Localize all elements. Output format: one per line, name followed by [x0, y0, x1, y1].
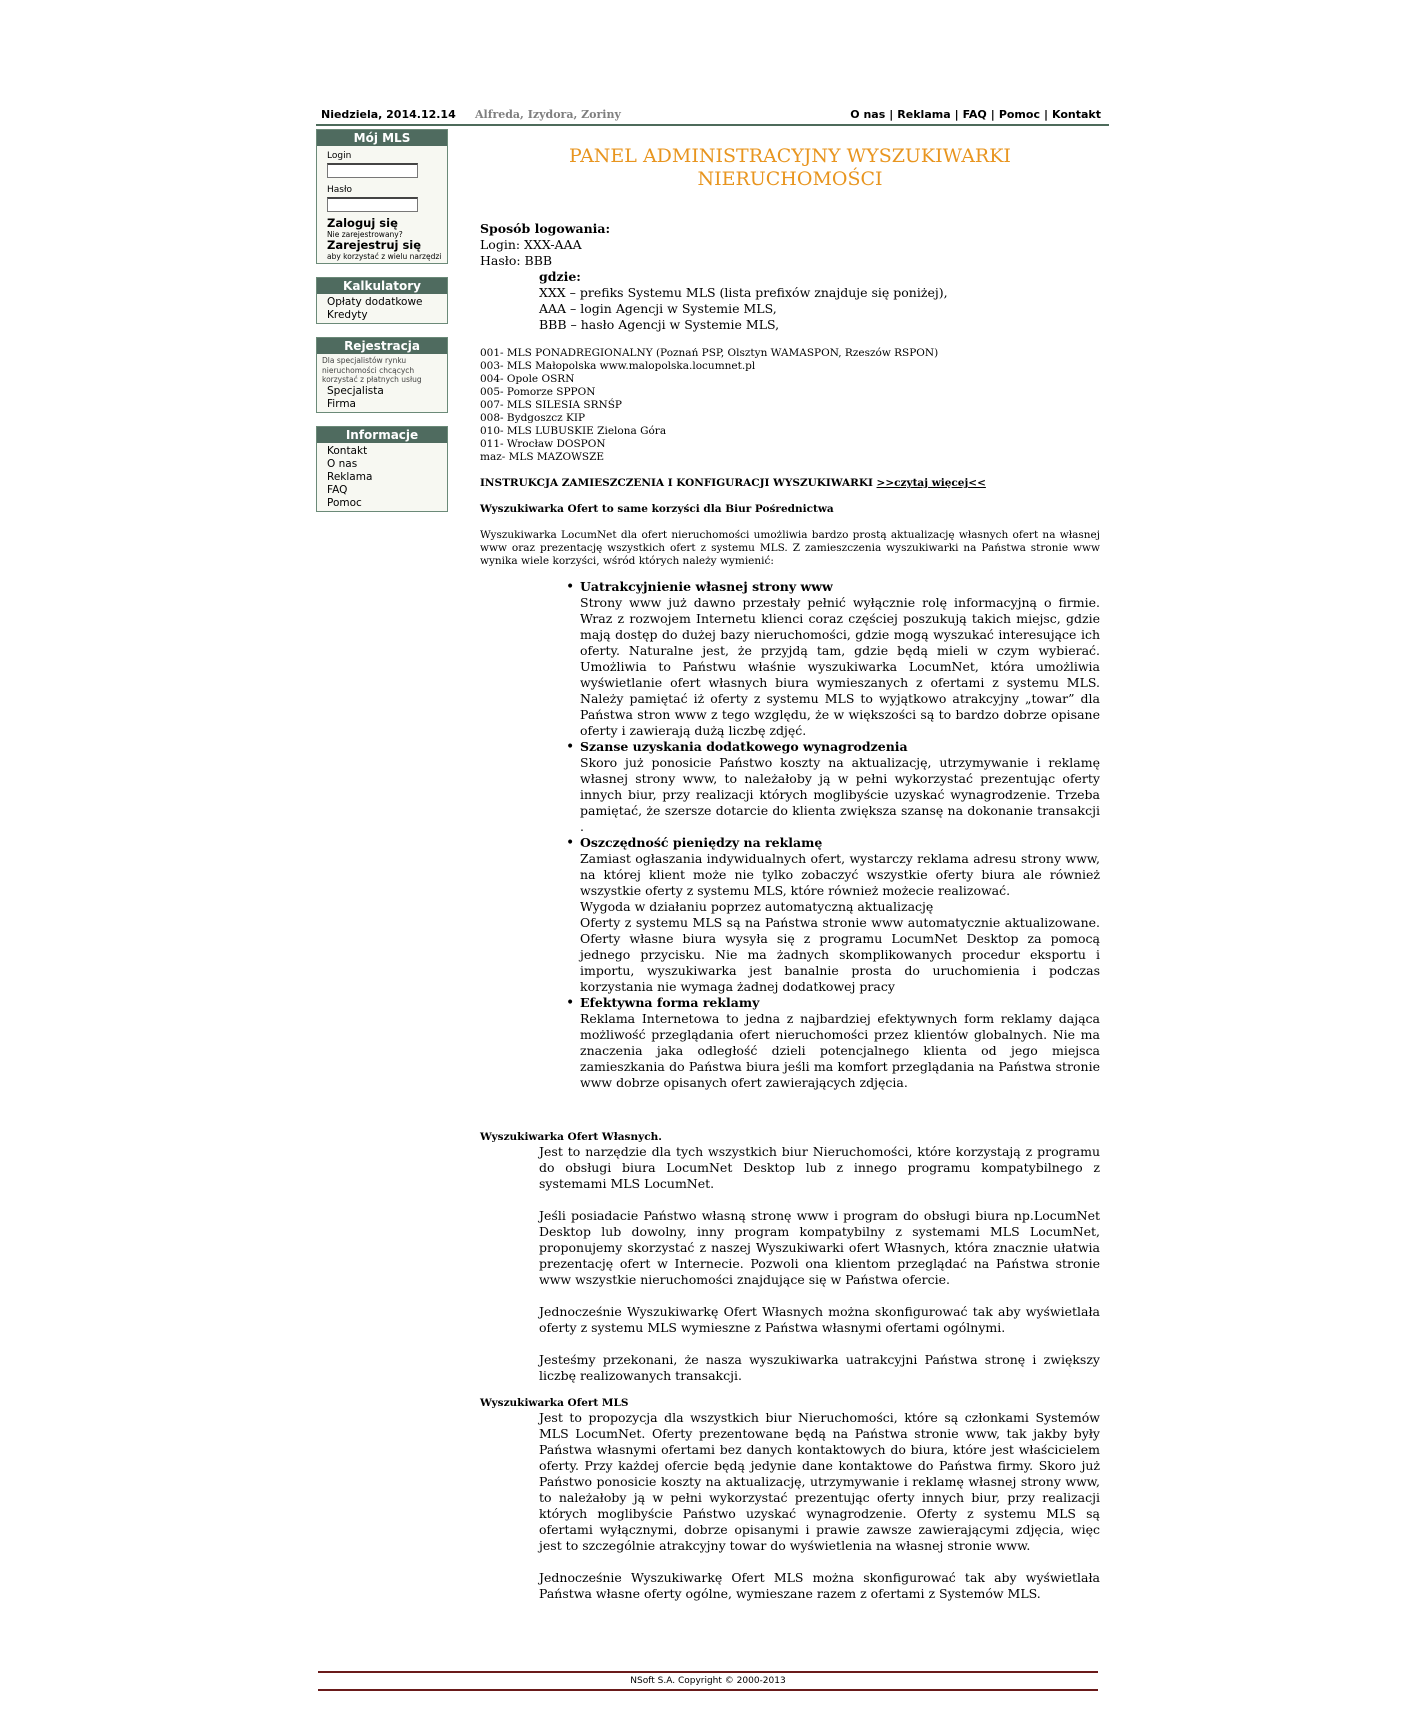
top-link-pomoc[interactable]: Pomoc: [998, 108, 1040, 121]
top-link-kontakt[interactable]: Kontakt: [1052, 108, 1101, 121]
prefix-list: [480, 347, 1100, 464]
login-heading: Sposób logowania:: [480, 221, 611, 236]
prefix-item: 001- MLS PONADREGIONALNY (Poznań PSP, Olsztyn WAMASPON, Rzeszów RSPON): [480, 347, 939, 359]
rejestracja-box: [316, 337, 448, 413]
own-offers-paragraph: Jeśli posiadacie Państwo własną stronę www i program do obsługi biura np.LocumNet Desktop lub dowolny, inny program kompatybilny z systemami MLS LocumNet, proponujemy skorzystać z naszej Wyszukiwarki ofert Własnych, która znacznie ułatwia prezentację ofert w Internecie. Pozwoli ona klientom przeglądać na Państwa stronie www wszystkie nieruchomości znajdujące się w Państwa ofercie.: [539, 1208, 1100, 1287]
benefit-title: • Uatrakcyjnienie własnej strony www: [580, 579, 833, 594]
register-note: aby korzystać z wielu narzędzi: [327, 252, 442, 261]
mls-offers-heading: Wyszukiwarka Ofert MLS: [480, 1397, 629, 1409]
sidebar-item-oplaty[interactable]: Opłaty dodatkowe: [327, 296, 423, 308]
not-registered-text: Nie zarejestrowany?: [327, 230, 403, 239]
current-date: Niedziela, 2014.12.14: [321, 108, 456, 121]
page-title: PANEL ADMINISTRACYJNY WYSZUKIWARKI NIERUCHOMOŚCI: [569, 145, 1011, 190]
benefit-title: • Oszczędność pieniędzy na reklamę: [580, 835, 823, 850]
top-nav: O nas | Reklama | FAQ | Pomoc | Kontakt: [850, 108, 1101, 121]
footer-divider-top: [318, 1671, 1098, 1673]
sidebar-item-kontakt[interactable]: Kontakt: [327, 444, 368, 457]
login-button[interactable]: Zaloguj się: [327, 216, 398, 230]
main-content: [480, 145, 1100, 1602]
benefits-heading: Wyszukiwarka Ofert to same korzyści dla Biur Pośrednictwa: [480, 503, 834, 515]
informacje-box: [316, 426, 448, 512]
benefit-item: [580, 995, 1100, 1091]
sidebar-item-specjalista[interactable]: Specjalista: [327, 384, 384, 397]
prefix-item: 003- MLS Małopolska www.malopolska.locumnet.pl: [480, 360, 756, 372]
mls-offers-paragraph: Jednocześnie Wyszukiwarkę Ofert MLS można skonfigurować tak aby wyświetlała Państwa własne oferty ogólne, wymieszane razem z ofertami z Systemów MLS.: [539, 1570, 1100, 1601]
prefix-item: 005- Pomorze SPPON: [480, 386, 596, 398]
where-label: gdzie:: [539, 269, 581, 284]
prefix-item: 008- Bydgoszcz KIP: [480, 412, 586, 424]
instruction-text: INSTRUKCJA ZAMIESZCZENIA I KONFIGURACJI WYSZUKIWARKI: [480, 477, 873, 489]
login-format: Login: XXX-AAA: [480, 237, 582, 252]
name-days: Alfreda, Izydora, Zoriny: [475, 108, 621, 121]
where-item: XXX – prefiks Systemu MLS (lista prefixów znajduje się poniżej),: [539, 285, 948, 300]
where-item: AAA – login Agencji w Systemie MLS,: [539, 301, 777, 316]
own-offers-paragraph: Jest to narzędzie dla tych wszystkich biur Nieruchomości, które korzystają z programu do obsługi biura LocumNet Desktop lub z innego programu kompatybilnego z systemami MLS LocumNet.: [539, 1144, 1100, 1191]
benefit-item: [580, 739, 1100, 835]
benefits-list: [480, 579, 1100, 1091]
kalkulatory-box: [316, 277, 448, 324]
benefits-intro: Wyszukiwarka LocumNet dla ofert nieruchomości umożliwia bardzo prostą aktualizację własnych ofert na własnej www oraz prezentację wszystkich ofert z systemu MLS. Z zamieszczenia wyszukiwarki na Państwa stronie www wynika wiele korzyści, wśród których należy wymienić:: [480, 529, 1100, 567]
prefix-item: 010- MLS LUBUSKIE Zielona Góra: [480, 425, 667, 437]
benefit-text: Zamiast ogłaszania indywidualnych ofert, wystarczy reklama adresu strony www, na której klient może nie tylko zobaczyć wszystkie oferty biura ale również wszystkie oferty z systemu MLS, które również możecie realizować.: [580, 851, 1100, 898]
sidebar-item-pomoc[interactable]: Pomoc: [327, 496, 362, 509]
kalkulatory-title: Kalkulatory: [317, 278, 447, 294]
sidebar-item-faq[interactable]: FAQ: [327, 483, 348, 496]
password-label: Hasło: [327, 185, 353, 195]
password-input[interactable]: [327, 197, 418, 212]
footer-divider-bottom: [318, 1689, 1098, 1691]
benefit-text: Skoro już ponosicie Państwo koszty na aktualizację, utrzymywanie i reklamę własnej strony www, to należałoby ją w pełni wykorzystać prezentując oferty innych biur, przy realizacji których moglibyście uzyskać wynagrodzenie. Trzeba pamiętać, że szersze dotarcie do klienta zwiększa szansę na dokonanie transakcji .: [580, 755, 1100, 834]
benefit-text: Strony www już dawno przestały pełnić wyłącznie rolę informacyjną o firmie. Wraz z rozwojem Internetu klienci coraz częściej poszukują takich miejsc, gdzie mają dostęp do dużej bazy nieruchomości, gdzie mogą wyszukać interesujące ich oferty. Naturalne jest, że przyjdą tam, gdzie będą mieli w czym wybierać. Umożliwia to Państwu właśnie wyszukiwarka LocumNet, która umożliwia wyświetlanie ofert własnych biura wymieszanych z ofertami z systemu MLS. Należy pamiętać iż oferty z systemu MLS to wyjątkowo atrakcyjny „towar” dla Państwa stron www z tego względu, że w większości są to bardzo dobrze opisane oferty i zawierają dużą liczbę zdjęć.: [580, 595, 1100, 738]
prefix-item: 004- Opole OSRN: [480, 373, 575, 385]
benefit-text: Reklama Internetowa to jedna z najbardziej efektywnych form reklamy dająca możliwość przeglądania ofert nieruchomości przez klientów globalnych. Nie ma znaczenia jaka odległość dzieli potencjalnego klienta od jego miejsca zamieszkania do Państwa biura jeśli ma komfort przeglądania na Państwa stronie www dobrze opisanych ofert zawierających zdjęcia.: [580, 1011, 1100, 1090]
benefit-subtitle: Wygoda w działaniu poprzez automatyczną aktualizację: [580, 899, 934, 914]
where-item: BBB – hasło Agencji w Systemie MLS,: [539, 317, 780, 332]
instruction-line: [480, 477, 1100, 490]
rejestracja-info: Dla specjalistów rynku nieruchomości chcących korzystać z płatnych usług: [322, 356, 422, 384]
read-more-link[interactable]: >>czytaj więcej<<: [876, 477, 986, 489]
copyright: NSoft S.A. Copyright © 2000-2013: [630, 1676, 786, 1686]
own-offers-heading: Wyszukiwarka Ofert Własnych.: [480, 1131, 662, 1143]
benefit-title: • Efektywna forma reklamy: [580, 995, 760, 1010]
mls-offers-paragraph: Jest to propozycja dla wszystkich biur Nieruchomości, które są członkami Systemów MLS LocumNet. Oferty prezentowane będą na Państwa stronie www, tak jakby były Państwa własnymi ofertami bez danych kontaktowych do biura, które jest właścicielem oferty. Przy każdej ofercie będą jedynie dane kontaktowe do Państwa firmy. Skoro już Państwo ponosicie koszty na aktualizację, utrzymywanie i reklamę własnej strony www, to należałoby ją w pełni wykorzystać prezentując oferty innych biur, przy realizacji których moglibyście Państwo uzyskać wynagrodzenie. Oferty z systemu MLS są ofertami wyłącznymi, dobrze opisanymi i prawie zawsze zawierającymi zdjęcia, więc jest to szczególnie atrakcyjny towar do wyświetlenia na własnej stronie www.: [539, 1410, 1100, 1553]
benefit-item: [580, 835, 1100, 995]
top-link-o-nas[interactable]: O nas: [850, 108, 886, 121]
top-link-faq[interactable]: FAQ: [962, 108, 987, 121]
informacje-title: Informacje: [317, 427, 447, 443]
rejestracja-title: Rejestracja: [317, 338, 447, 354]
sidebar: [316, 129, 448, 525]
moj-mls-box: [316, 129, 448, 264]
top-divider: [316, 124, 1109, 126]
top-bar: [316, 105, 1109, 123]
password-format: Hasło: BBB: [480, 253, 553, 268]
own-offers-paragraph: Jednocześnie Wyszukiwarkę Ofert Własnych można skonfigurować tak aby wyświetlała oferty z systemu MLS wymieszne z Państwa własnymi ofertami ogólnymi.: [539, 1304, 1100, 1335]
prefix-item: 011- Wrocław DOSPON: [480, 438, 606, 450]
top-link-reklama[interactable]: Reklama: [897, 108, 951, 121]
login-input[interactable]: [327, 163, 418, 178]
prefix-item: maz- MLS MAZOWSZE: [480, 451, 605, 463]
page-wrapper: [316, 105, 1109, 1601]
mls-offers-section: [480, 1410, 1100, 1602]
sidebar-item-kredyty[interactable]: Kredyty: [327, 309, 368, 321]
own-offers-paragraph: Jesteśmy przekonani, że nasza wyszukiwarka uatrakcyjni Państwa stronę i zwiększy liczbę realizowanych transakcji.: [539, 1352, 1100, 1383]
benefit-item: [580, 579, 1100, 739]
prefix-item: 007- MLS SILESIA SRNŚP: [480, 399, 622, 411]
benefit-extra-text: Oferty z systemu MLS są na Państwa stronie www automatycznie aktualizowane. Oferty własne biura wysyła się z programu LocumNet Desktop za pomocą jednego przycisku. Nie ma żadnych skomplikowanych procedur eksportu i importu, wyszukiwarka jest banalnie prosta do uruchomienia i podczas korzystania nie wymaga żadnej dodatkowej pracy: [580, 915, 1100, 994]
login-label: Login: [327, 151, 352, 161]
own-offers-section: [480, 1144, 1100, 1384]
benefit-title: • Szanse uzyskania dodatkowego wynagrodzenia: [580, 739, 908, 754]
footer: [318, 1671, 1098, 1691]
moj-mls-title: Mój MLS: [317, 130, 447, 146]
sidebar-item-firma[interactable]: Firma: [327, 397, 356, 410]
register-button[interactable]: Zarejestruj się: [327, 238, 422, 252]
sidebar-item-reklama[interactable]: Reklama: [327, 470, 373, 483]
sidebar-item-o-nas[interactable]: O nas: [327, 457, 358, 470]
